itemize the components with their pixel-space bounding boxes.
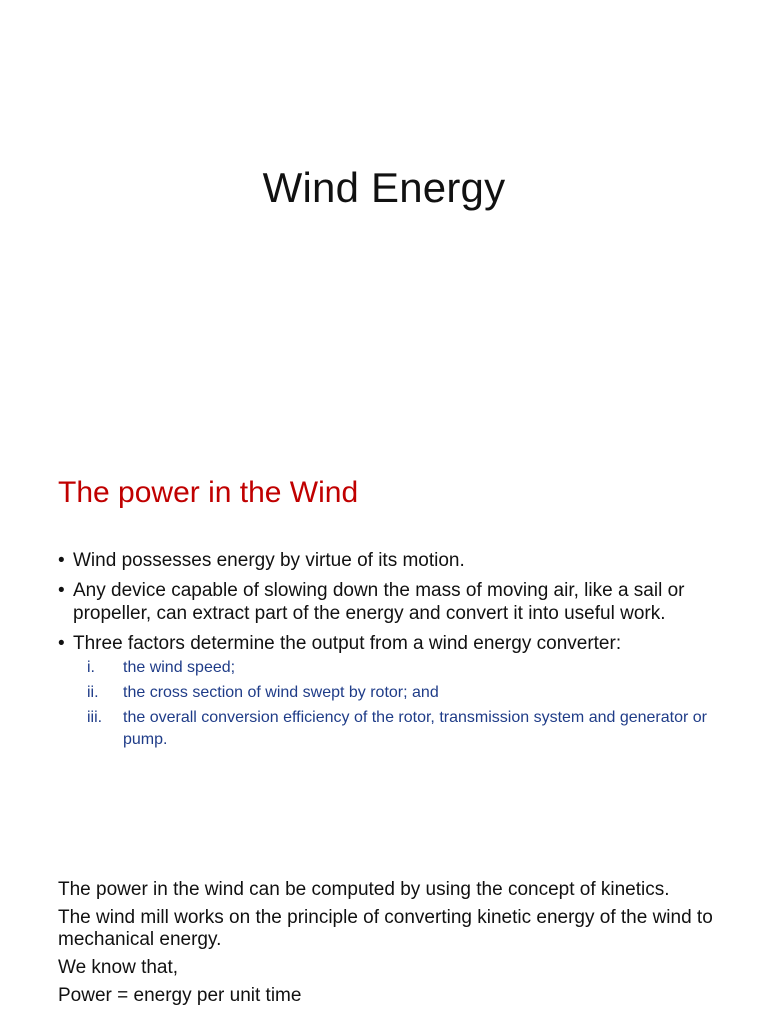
sub-item: [73, 707, 728, 751]
paragraph: We know that,: [58, 957, 179, 978]
paragraph: The wind mill works on the principle of converting kinetic energy of the wind to mechanical energy.: [58, 907, 713, 950]
bullet-item: [58, 579, 728, 625]
sub-item-text: the overall conversion efficiency of the rotor, transmission system and generator or pump.: [123, 709, 707, 748]
bullet-item: [58, 549, 728, 572]
bullet-text: Three factors determine the output from a wind energy converter:: [73, 633, 622, 654]
paragraph: The power in the wind can be computed by using the concept of kinetics.: [58, 879, 670, 900]
sub-item-marker: iii.: [87, 709, 103, 726]
bullet-text: Wind possesses energy by virtue of its motion.: [73, 550, 465, 571]
bullet-list: [58, 549, 728, 758]
bullet-marker: •: [58, 633, 65, 654]
bullet-item: [58, 632, 728, 751]
bullet-marker: •: [58, 550, 65, 571]
slide-title: Wind Energy: [262, 164, 506, 211]
sub-item: [73, 682, 728, 704]
bullet-text: Any device capable of slowing down the mass of moving air, like a sail or propeller, can extract part of the energy and convert it into useful work.: [73, 580, 685, 624]
bullet-marker: •: [58, 580, 65, 601]
paragraph: Power = energy per unit time: [58, 985, 302, 1006]
section-heading: The power in the Wind: [58, 476, 359, 509]
factor-sublist: [73, 657, 728, 751]
sub-item-text: the cross section of wind swept by rotor; and: [123, 684, 439, 701]
sub-item: [73, 657, 728, 679]
sub-item-text: the wind speed;: [123, 659, 236, 676]
sub-item-marker: i.: [87, 659, 95, 676]
sub-item-marker: ii.: [87, 684, 99, 701]
paragraph-block: [58, 879, 728, 1013]
